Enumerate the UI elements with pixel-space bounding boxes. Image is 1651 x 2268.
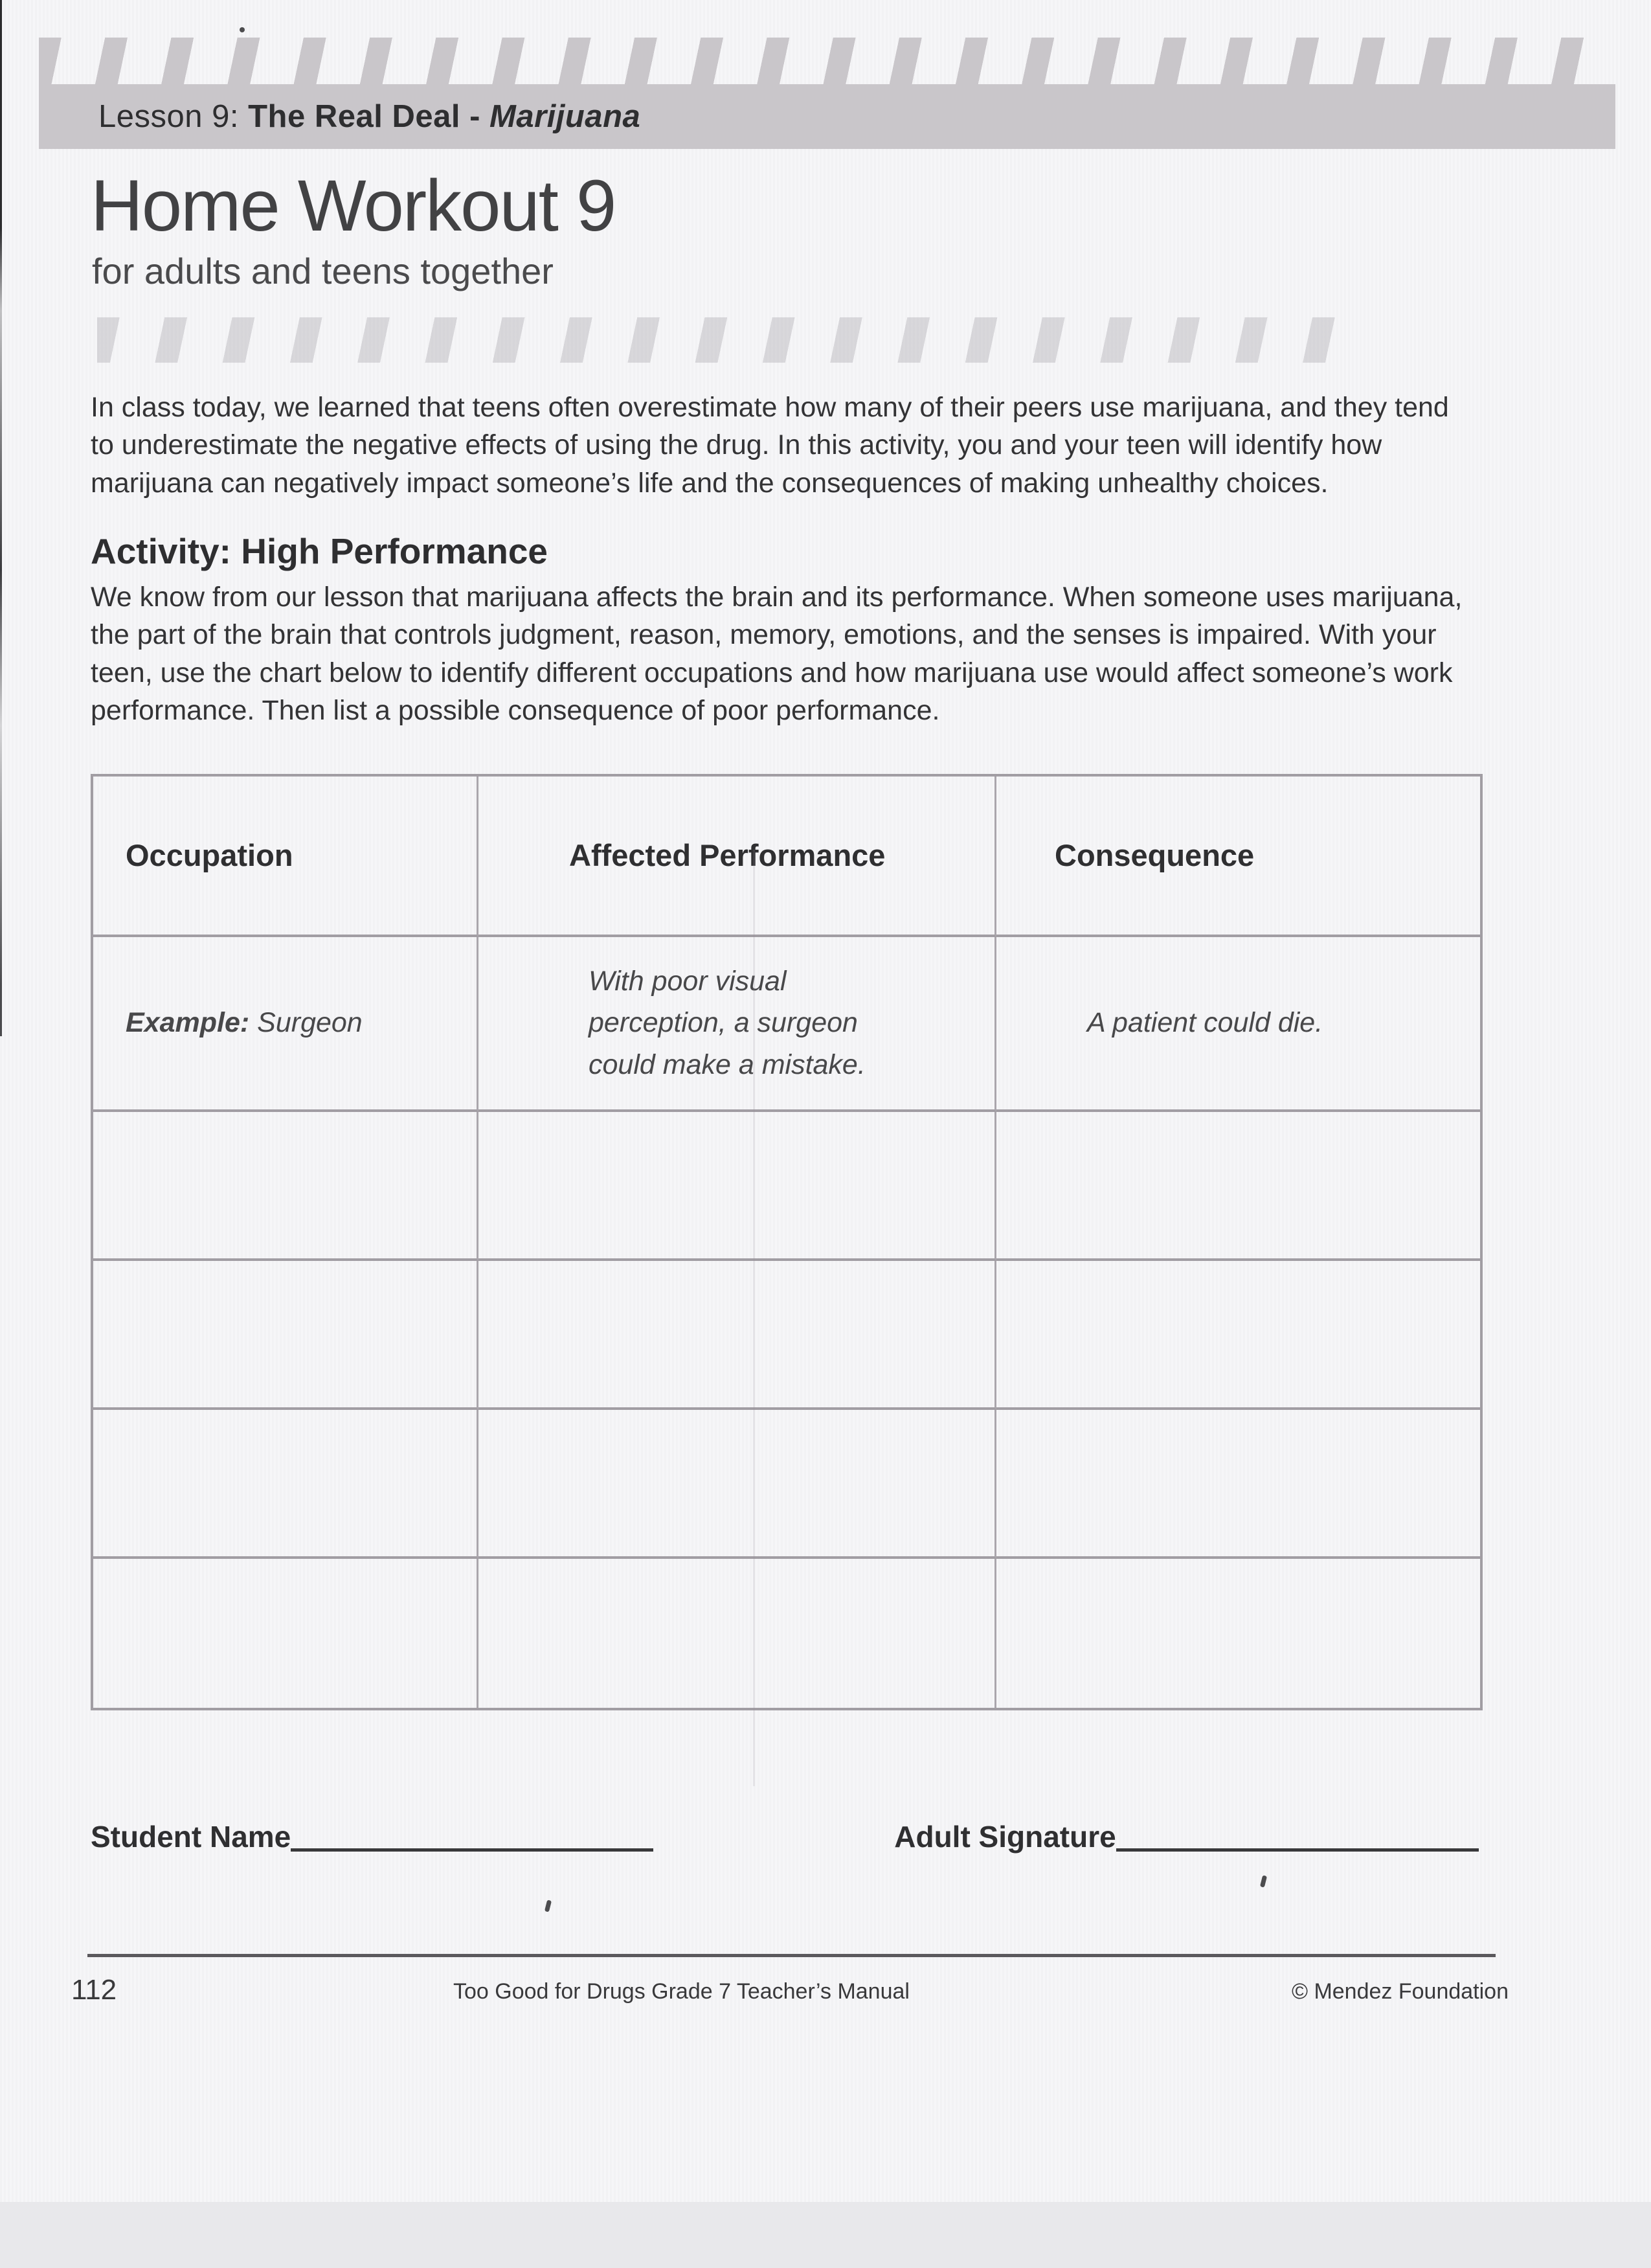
student-name-label: Student Name bbox=[91, 1819, 291, 1854]
column-header-affected-performance: Affected Performance bbox=[478, 777, 996, 937]
example-occupation-cell bbox=[93, 937, 478, 1112]
scan-artifact bbox=[545, 1899, 552, 1912]
stripe-band-top bbox=[39, 38, 1615, 84]
manual-title: Too Good for Drugs Grade 7 Teacher’s Manual bbox=[453, 1979, 910, 2004]
adult-signature-field bbox=[894, 1819, 1478, 1852]
footer bbox=[71, 1974, 1509, 2006]
empty-answer-cell bbox=[478, 1112, 996, 1261]
empty-answer-cell bbox=[478, 1410, 996, 1559]
page-number: 112 bbox=[71, 1973, 117, 2006]
lesson-number: Lesson 9: bbox=[98, 99, 249, 134]
occupation-table bbox=[91, 774, 1483, 1710]
adult-signature-label: Adult Signature bbox=[894, 1819, 1116, 1854]
scan-bottom-shadow bbox=[0, 2202, 1651, 2268]
example-consequence-cell: A patient could die. bbox=[996, 937, 1480, 1112]
footer-rule bbox=[87, 1954, 1496, 1957]
lesson-banner bbox=[39, 38, 1615, 149]
page-subtitle: for adults and teens together bbox=[92, 251, 554, 291]
intro-paragraph: In class today, we learned that teens often overestimate how many of their peers use marijuana, and they tend to underestimate the negative effects of using the drug. In this activity, you and your teen will identify how marijuana can negatively impact someone’s life and the consequences of making unhealthy choices. bbox=[91, 391, 1449, 499]
example-occupation: Surgeon bbox=[249, 1007, 363, 1039]
example-label: Example: bbox=[126, 1007, 250, 1039]
lesson-banner-text bbox=[98, 98, 640, 135]
activity-paragraph: We know from our lesson that marijuana affects the brain and its performance. When someone uses marijuana, the part of the brain that controls judgment, reason, memory, emotions, and the senses is impaired. With your teen, use the chart below to identify different occupations and how marijuana use would affect someone’s work performance. Then list a possible consequence of poor performance. bbox=[91, 581, 1463, 727]
scan-artifact bbox=[1260, 1875, 1267, 1887]
empty-answer-cell bbox=[478, 1261, 996, 1410]
column-header-occupation: Occupation bbox=[93, 777, 478, 937]
lesson-drug-name: Marijuana bbox=[489, 99, 641, 134]
student-name-line bbox=[291, 1819, 653, 1852]
scan-crease-artifact bbox=[753, 850, 755, 1786]
activity-heading: Activity: High Performance bbox=[91, 531, 548, 571]
empty-answer-cell bbox=[996, 1261, 1480, 1410]
page-title: Home Workout 9 bbox=[91, 165, 616, 246]
lesson-banner-bar bbox=[39, 84, 1615, 149]
empty-answer-cell bbox=[996, 1410, 1480, 1559]
lesson-title: The Real Deal - bbox=[248, 99, 490, 134]
empty-answer-cell bbox=[93, 1559, 478, 1708]
copyright-notice: © Mendez Foundation bbox=[1291, 1979, 1509, 2004]
example-affected-performance-cell: With poor visual perception, a surgeon could make a mistake. bbox=[478, 937, 996, 1112]
empty-answer-cell bbox=[996, 1559, 1480, 1708]
adult-signature-line bbox=[1116, 1819, 1479, 1852]
student-name-field bbox=[91, 1819, 653, 1852]
stripe-band-divider bbox=[97, 317, 1356, 363]
empty-answer-cell bbox=[93, 1112, 478, 1261]
empty-answer-cell bbox=[93, 1261, 478, 1410]
column-header-consequence: Consequence bbox=[996, 777, 1480, 937]
empty-answer-cell bbox=[478, 1559, 996, 1708]
scan-edge-artifact bbox=[0, 0, 2, 1036]
empty-answer-cell bbox=[996, 1112, 1480, 1261]
empty-answer-cell bbox=[93, 1410, 478, 1559]
signature-section bbox=[91, 1819, 1651, 1852]
scan-artifact bbox=[240, 27, 245, 32]
